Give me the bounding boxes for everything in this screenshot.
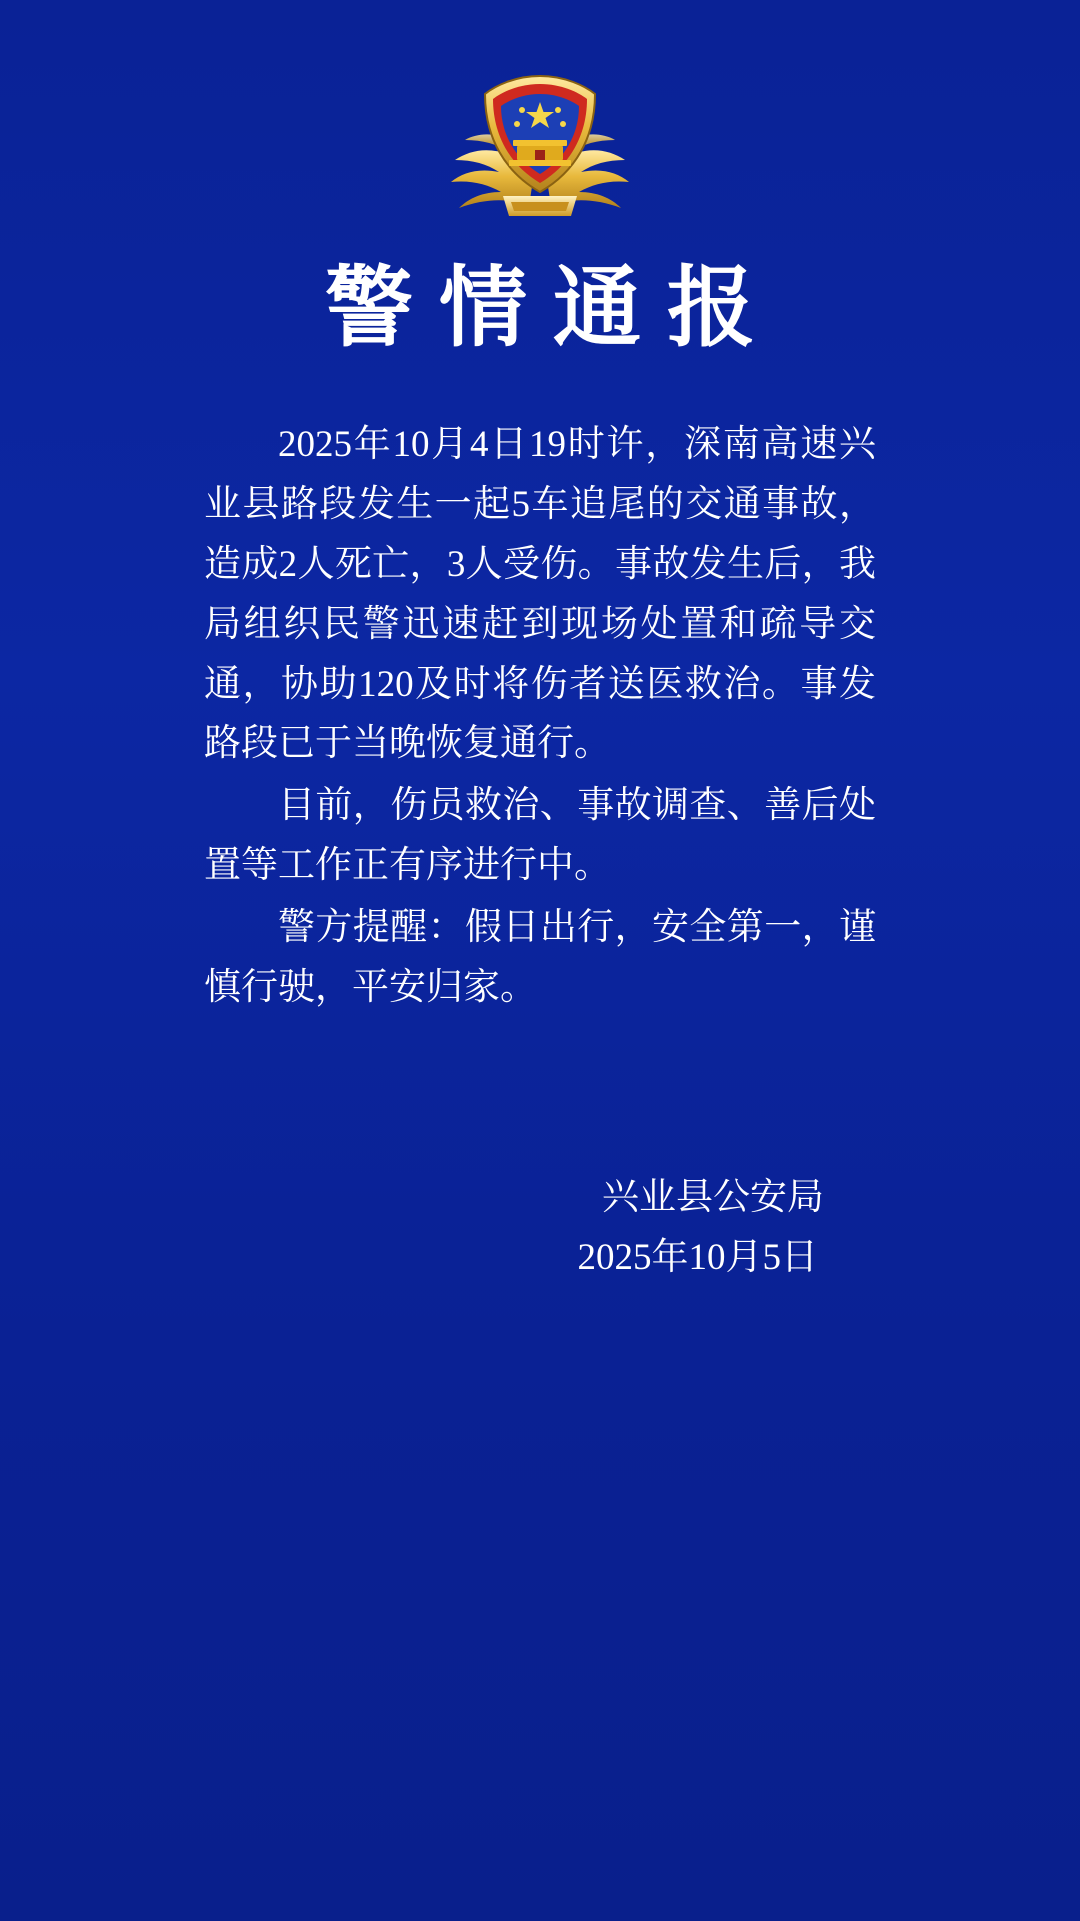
emblem-container <box>0 0 1080 220</box>
notice-paragraph-3: 警方提醒：假日出行，安全第一，谨慎行驶，平安归家。 <box>204 907 876 1009</box>
notice-body <box>204 415 876 1018</box>
signature-block <box>204 1168 876 1288</box>
signature-issuer: 兴业县公安局 <box>602 1177 824 1219</box>
china-police-badge-icon <box>425 68 655 220</box>
notice-paragraph-1: 2025年10月4日19时许，深南高速兴业县路段发生一起5车追尾的交通事故，造成2人死亡，3人受伤。事故发生后，我局组织民警迅速赶到现场处置和疏导交通，协助120及时将伤者送医救治。事发路段已于当晚恢复通行。 <box>204 423 876 765</box>
poster-title: 警情通报 <box>324 261 781 358</box>
signature-date: 2025年10月5日 <box>577 1237 818 1279</box>
notice-paragraph-2: 目前，伤员救治、事故调查、善后处置等工作正有序进行中。 <box>204 785 876 887</box>
